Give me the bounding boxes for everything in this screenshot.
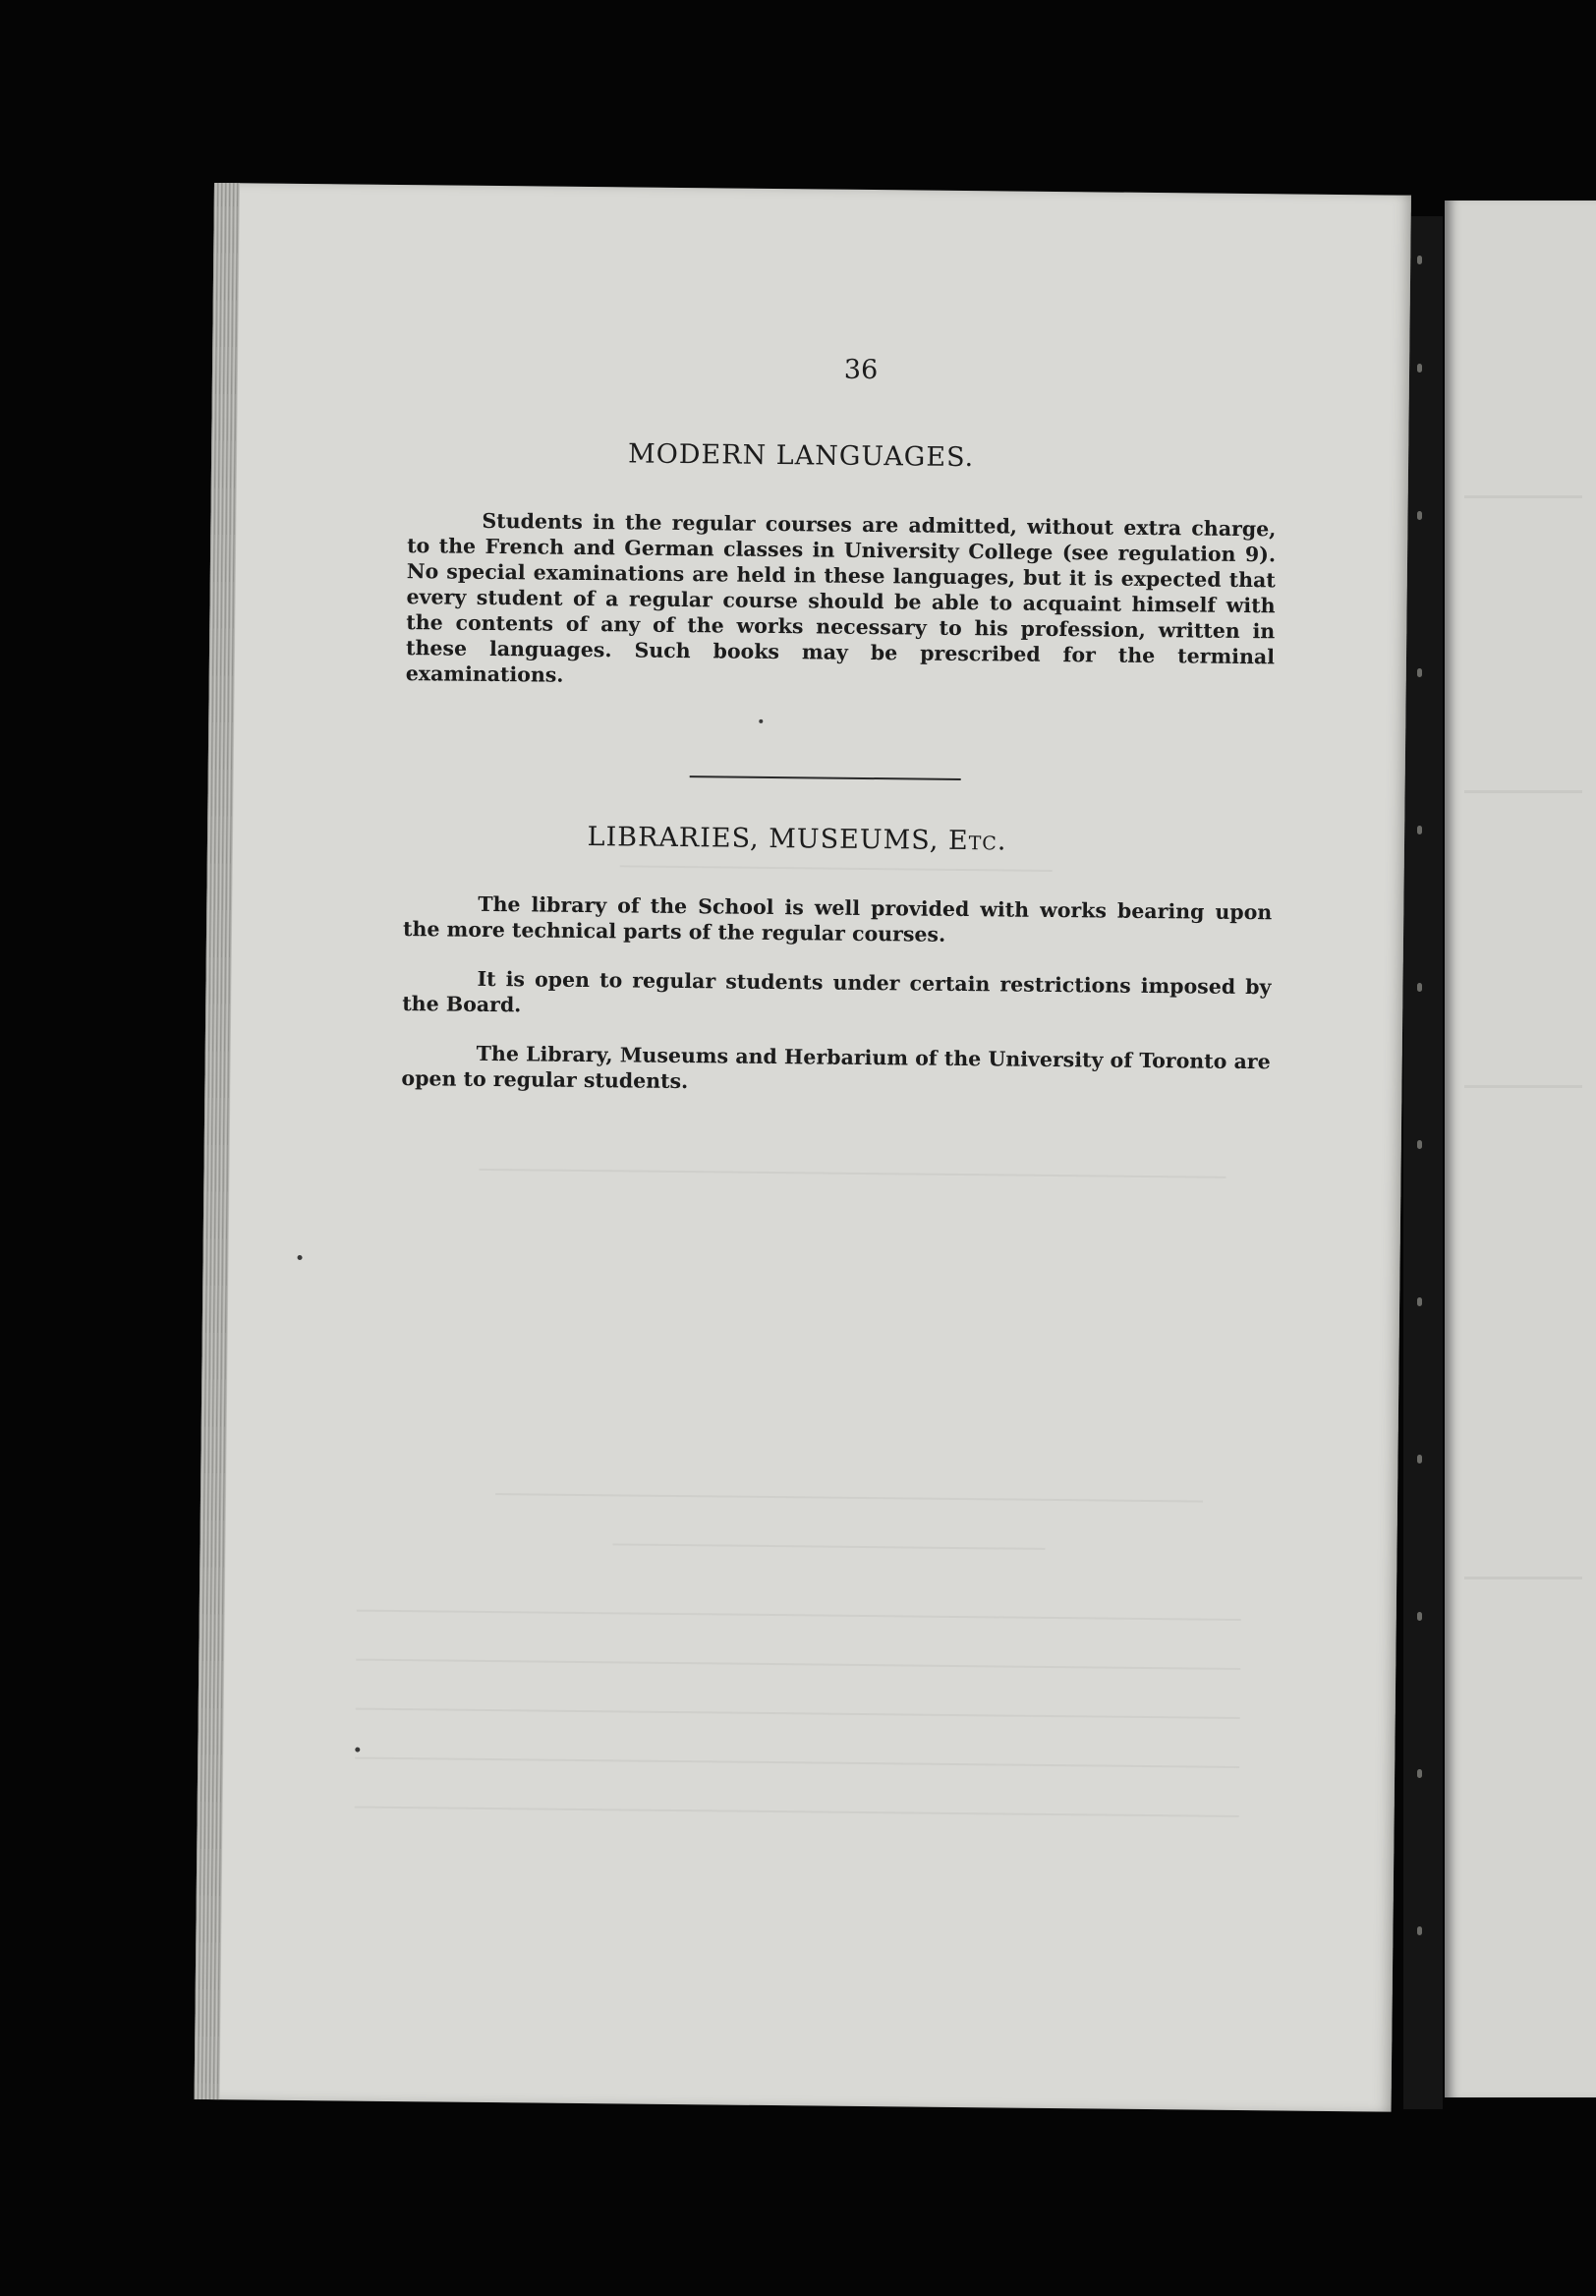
section-divider (690, 775, 961, 780)
show-through-line (1464, 1577, 1582, 1579)
show-through-line (355, 1757, 1239, 1768)
binding-stitch (1417, 983, 1422, 992)
paragraph-university-collections: The Library, Museums and Herbarium of the University of Toronto are open to regular students. (401, 1041, 1271, 1094)
show-through-line (613, 1543, 1046, 1550)
show-through-line (356, 1708, 1240, 1719)
heading-libraries-main: LIBRARIES, MUSEUMS, (587, 822, 949, 856)
show-through-line (495, 1493, 1203, 1503)
show-through-line (357, 1610, 1241, 1621)
binding-stitch (1417, 1612, 1422, 1621)
section-heading-modern-languages: MODERN LANGUAGES. (627, 438, 975, 474)
show-through-line (620, 865, 1053, 872)
show-through-line (479, 1169, 1226, 1178)
ink-speck (759, 719, 763, 723)
ink-speck (298, 1255, 303, 1260)
binding-stitch (1417, 256, 1422, 264)
binding-stitch (1417, 511, 1422, 520)
show-through-line (355, 1807, 1239, 1817)
paragraph-library-provision: The library of the School is well provided with works bearing upon the more technical parts of the regular courses. (402, 891, 1273, 947)
book-page (195, 183, 1411, 2112)
show-through-line (1464, 495, 1582, 498)
show-through-line (1464, 1085, 1582, 1088)
binding-stitch (1417, 1926, 1422, 1935)
heading-libraries-etc: Etc. (947, 825, 1007, 857)
ink-speck (355, 1748, 360, 1752)
section-heading-libraries (306, 819, 1288, 859)
binding-stitch (1417, 1297, 1422, 1306)
binding-stitch (1417, 1140, 1422, 1149)
binding-stitch (1417, 826, 1422, 834)
show-through-line (356, 1659, 1240, 1670)
facing-page-right (1445, 201, 1596, 2097)
binding-stitch (1417, 1769, 1422, 1778)
page-edge (195, 183, 240, 2099)
paragraph-modern-languages: Students in the regular courses are admitted, without extra charge, to the French and German classes in University College (see regulation 9). No special examinations are held in these languages, but it is expected that every student of a regular course should be able to acquaint himself with the contents of any of the works necessary to his profession, written in these languages. Such books may be prescribed for the terminal examinations. (405, 508, 1277, 687)
show-through-line (1464, 790, 1582, 793)
binding-stitch (1417, 668, 1422, 677)
page-number: 36 (843, 354, 879, 386)
paragraph-library-access: It is open to regular students under certain restrictions imposed by the Board. (402, 966, 1272, 1017)
book-binding (1403, 216, 1443, 2109)
binding-stitch (1417, 1455, 1422, 1464)
binding-stitch (1417, 364, 1422, 373)
